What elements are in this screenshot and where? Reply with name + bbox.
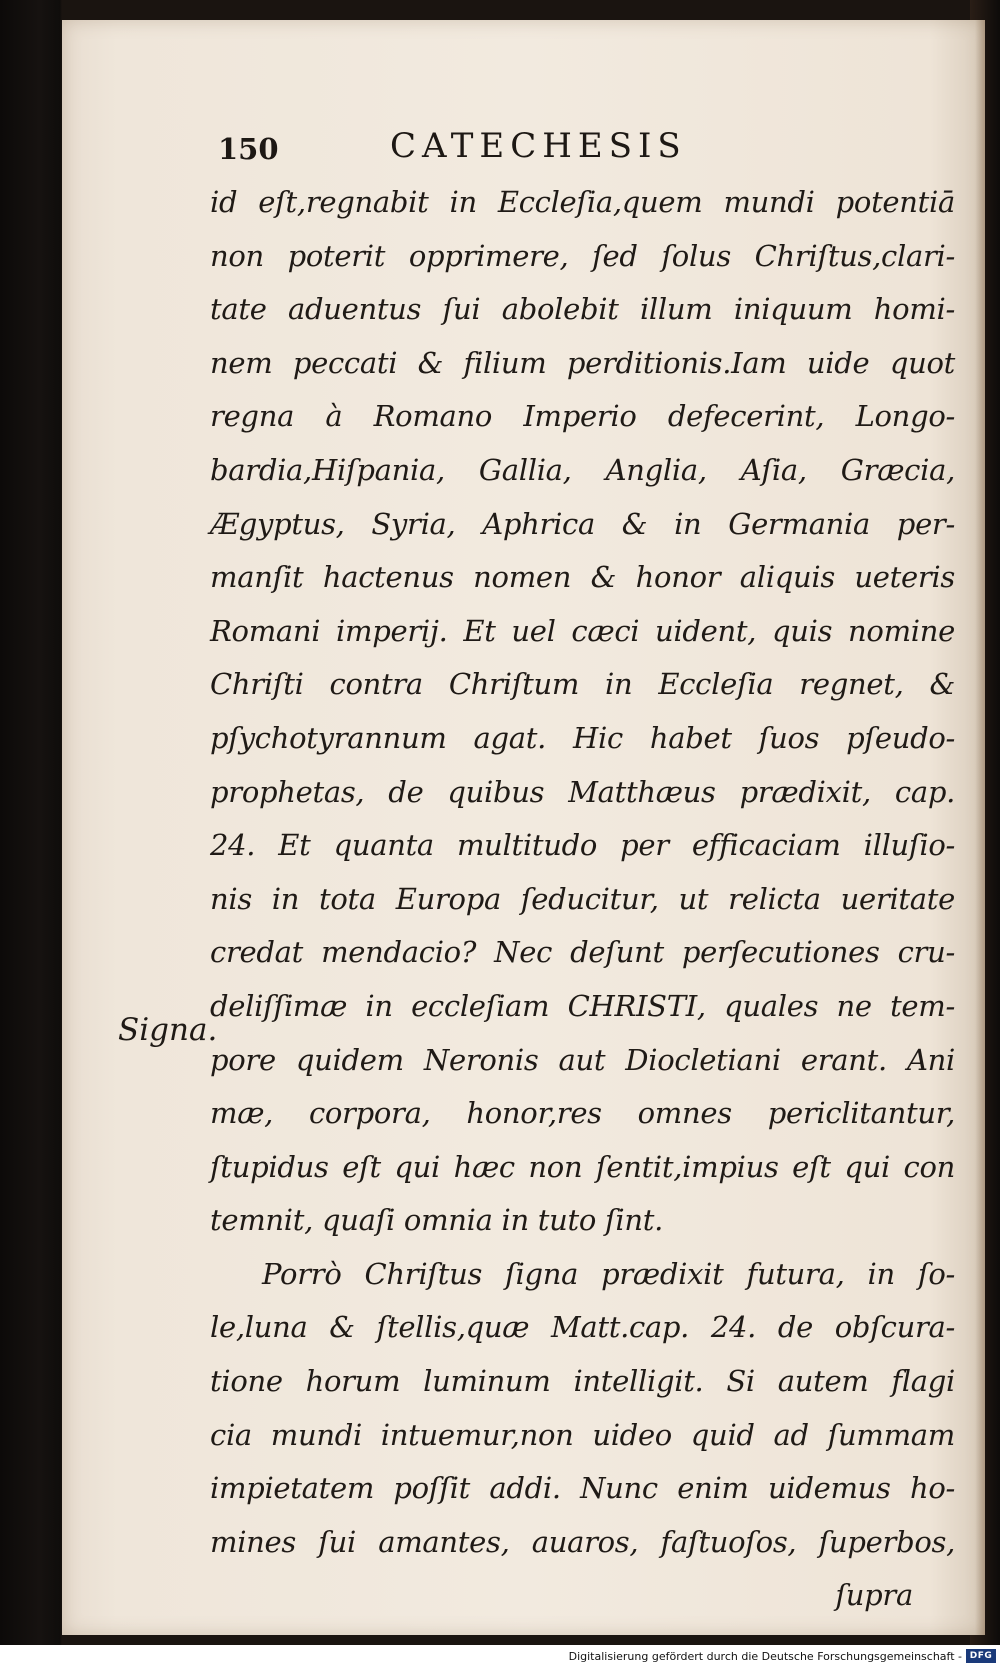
- text-line: Porrò Chriſtus ſigna prædixit futura, in ſo-: [262, 1256, 955, 1291]
- text-line: ſtupidus eſt qui hæc non ſentit,impius eſt qui con: [210, 1149, 955, 1184]
- text-line: non poterit opprimere, ſed ſolus Chriſtus,clari-: [210, 238, 955, 273]
- text-line: mines ſui amantes, auaros, faſtuoſos, ſuperbos,: [210, 1524, 955, 1559]
- catchword: ſupra: [835, 1578, 913, 1613]
- text-line: tione horum luminum intelligit. Si autem flagi: [210, 1364, 955, 1399]
- footer-bar: [0, 1645, 1000, 1672]
- text-line: tate aduentus ſui abolebit illum iniquum homi-: [210, 292, 955, 327]
- text-line: regna à Romano Imperio defecerint, Longo-: [210, 399, 955, 434]
- text-line: pore quidem Neronis aut Diocletiani erant. Ani: [210, 1042, 955, 1077]
- text-line: nis in tota Europa ſeducitur, ut relicta ueritate: [210, 881, 955, 916]
- text-line: nem peccati & filium perditionis.Iam uide quot: [210, 345, 955, 380]
- running-head: [218, 118, 898, 178]
- text-line: Chriſti contra Chriſtum in Eccleſia regnet, &: [210, 667, 955, 702]
- body-text: [210, 176, 955, 1623]
- text-line: pſychotyrannum agat. Hic habet ſuos pſeudo-: [210, 720, 955, 755]
- text-line: le,luna & ſtellis,quæ Matt.cap. 24. de obſcura-: [210, 1310, 955, 1345]
- running-title: CATECHESIS: [390, 126, 687, 166]
- digitization-credit: Digitalisierung gefördert durch die Deutsche Forschungsgemeinschaft -: [568, 1650, 962, 1663]
- text-line: credat mendacio? Nec deſunt perſecutiones cru-: [210, 935, 955, 970]
- dfg-logo: DFG: [966, 1649, 996, 1663]
- text-line: 24. Et quanta multitudo per efficaciam illuſio-: [210, 828, 955, 863]
- page-number: 150: [218, 132, 279, 166]
- text-line: cia mundi intuemur,non uideo quid ad ſummam: [210, 1417, 955, 1452]
- text-line: deliſſimæ in eccleſiam CHRISTI, quales ne tem-: [210, 988, 955, 1023]
- text-line: Romani imperij. Et uel cæci uident, quis nomine: [210, 613, 955, 648]
- text-line: bardia,Hiſpania, Gallia, Anglia, Aſia, Græcia,: [210, 452, 955, 487]
- text-line: manſit hactenus nomen & honor aliquis ueteris: [210, 560, 955, 595]
- text-line: temnit, quaſi omnia in tuto ſint.: [210, 1203, 664, 1238]
- margin-note: Signa.: [118, 1012, 218, 1048]
- text-line: impietatem poſſit addi. Nunc enim uidemus ho-: [210, 1471, 955, 1506]
- text-line: id eſt,regnabit in Eccleſia,quem mundi potentiā: [210, 185, 955, 219]
- text-line: prophetas, de quibus Matthæus prædixit, cap.: [210, 774, 955, 809]
- text-line: Ægyptus, Syria, Aphrica & in Germania per-: [210, 506, 955, 541]
- page-edge-shadow: [975, 20, 985, 1635]
- text-line: mæ, corpora, honor,res omnes periclitantur,: [210, 1096, 955, 1131]
